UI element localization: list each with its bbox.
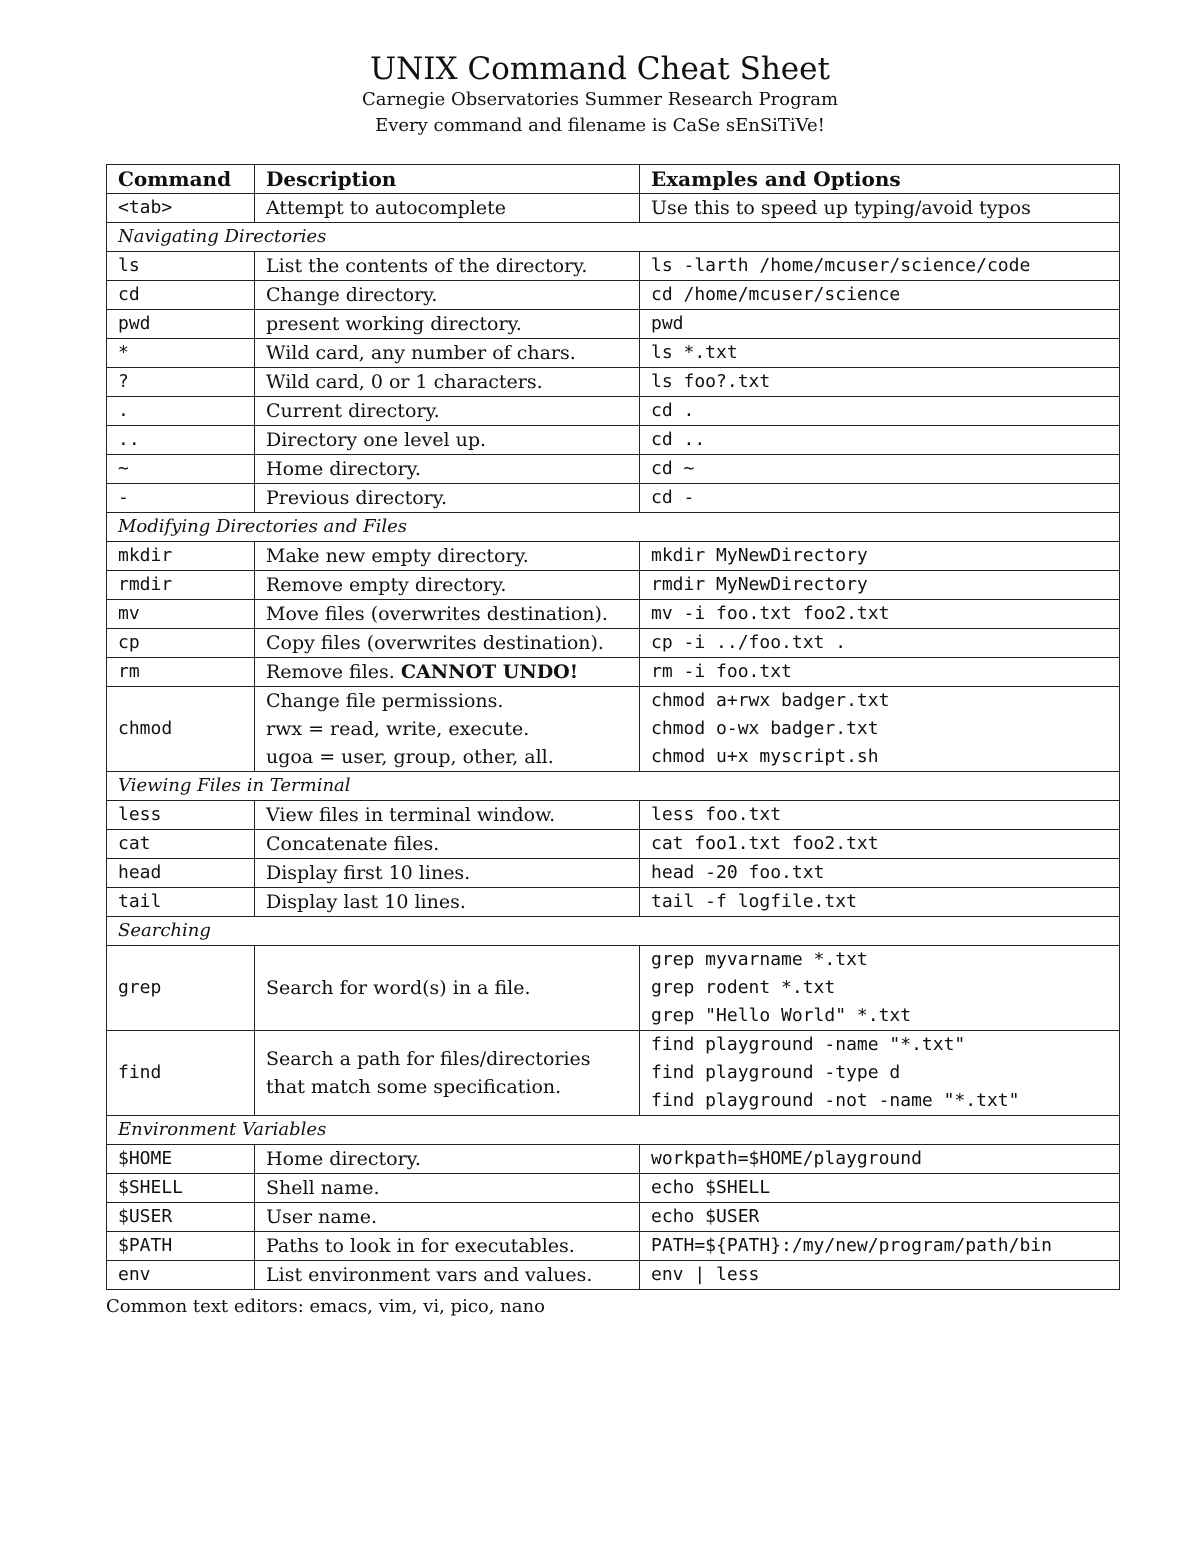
example-cell (640, 946, 1120, 1031)
description-cell: List environment vars and values. (255, 1261, 640, 1290)
command-cell: .. (107, 426, 255, 455)
description-cell: present working directory. (255, 310, 640, 339)
table-row (107, 252, 1120, 281)
command-cell: grep (107, 946, 255, 1031)
command-cell: ~ (107, 455, 255, 484)
command-cell: $PATH (107, 1232, 255, 1261)
command-cell: $SHELL (107, 1174, 255, 1203)
table-row (107, 1145, 1120, 1174)
case-sensitivity-note: Every command and filename is CaSe sEnSiTiVe! (375, 115, 825, 136)
section-title: Modifying Directories and Files (107, 513, 1120, 542)
example-cell: tail -f logfile.txt (640, 888, 1120, 917)
example-line: find playground -type d (651, 1062, 901, 1083)
command-cell: * (107, 339, 255, 368)
command-cell: cd (107, 281, 255, 310)
example-line: chmod u+x myscript.sh (651, 746, 879, 767)
example-cell: ls -larth /home/mcuser/science/code (640, 252, 1120, 281)
table-row (107, 542, 1120, 571)
description-cell: Attempt to autocomplete (255, 194, 640, 223)
table-row (107, 397, 1120, 426)
example-cell: Use this to speed up typing/avoid typos (640, 194, 1120, 223)
table-row (107, 658, 1120, 687)
command-cell: mkdir (107, 542, 255, 571)
column-header-description: Description (255, 165, 640, 194)
example-cell: pwd (640, 310, 1120, 339)
example-cell: cd . (640, 397, 1120, 426)
description-cell: Wild card, any number of chars. (255, 339, 640, 368)
description-cell (255, 1031, 640, 1116)
section-title: Searching (107, 917, 1120, 946)
cannot-undo-warning: CANNOT UNDO! (400, 661, 579, 683)
description-cell (255, 687, 640, 772)
command-cell: $HOME (107, 1145, 255, 1174)
command-cell: . (107, 397, 255, 426)
command-cell: head (107, 859, 255, 888)
section-title: Viewing Files in Terminal (107, 772, 1120, 801)
table-row (107, 281, 1120, 310)
page-subtitle: Carnegie Observatories Summer Research Program (361, 89, 839, 110)
description-cell: Directory one level up. (255, 426, 640, 455)
description-line: ugoa = user, group, other, all. (266, 746, 554, 768)
table-header-row (107, 165, 1120, 194)
example-cell: ls *.txt (640, 339, 1120, 368)
command-cell: tail (107, 888, 255, 917)
description-cell: Display last 10 lines. (255, 888, 640, 917)
table-row (107, 1203, 1120, 1232)
command-cell: $USER (107, 1203, 255, 1232)
description-cell: Concatenate files. (255, 830, 640, 859)
table-row (107, 571, 1120, 600)
command-cell: env (107, 1261, 255, 1290)
command-cell: pwd (107, 310, 255, 339)
description-cell: Home directory. (255, 455, 640, 484)
description-line: rwx = read, write, execute. (266, 718, 530, 740)
section-viewing-files (107, 772, 1120, 801)
command-cell: chmod (107, 687, 255, 772)
description-cell: Remove empty directory. (255, 571, 640, 600)
command-cell: <tab> (107, 194, 255, 223)
command-cell: less (107, 801, 255, 830)
table-row (107, 830, 1120, 859)
command-cell: ? (107, 368, 255, 397)
command-cell: rm (107, 658, 255, 687)
example-cell (640, 687, 1120, 772)
table-row (107, 368, 1120, 397)
table-row (107, 310, 1120, 339)
description-cell: Current directory. (255, 397, 640, 426)
description-cell: Paths to look in for executables. (255, 1232, 640, 1261)
example-cell: mkdir MyNewDirectory (640, 542, 1120, 571)
example-cell: echo $SHELL (640, 1174, 1120, 1203)
example-cell: mv -i foo.txt foo2.txt (640, 600, 1120, 629)
example-line: grep myvarname *.txt (651, 949, 868, 970)
command-cell: find (107, 1031, 255, 1116)
example-cell (640, 1031, 1120, 1116)
example-cell: cp -i ../foo.txt . (640, 629, 1120, 658)
table-row (107, 629, 1120, 658)
command-cell: ls (107, 252, 255, 281)
description-cell: User name. (255, 1203, 640, 1232)
section-searching (107, 917, 1120, 946)
command-cell: rmdir (107, 571, 255, 600)
description-cell (255, 658, 640, 687)
example-line: grep "Hello World" *.txt (651, 1005, 912, 1026)
section-title: Navigating Directories (107, 223, 1120, 252)
example-cell: workpath=$HOME/playground (640, 1145, 1120, 1174)
description-cell: Home directory. (255, 1145, 640, 1174)
description-cell: List the contents of the directory. (255, 252, 640, 281)
command-table (106, 164, 1120, 1290)
example-cell: cd /home/mcuser/science (640, 281, 1120, 310)
column-header-examples: Examples and Options (640, 165, 1120, 194)
example-cell: rmdir MyNewDirectory (640, 571, 1120, 600)
example-cell: cd .. (640, 426, 1120, 455)
table-row (107, 801, 1120, 830)
description-cell: Copy files (overwrites destination). (255, 629, 640, 658)
section-navigating-directories (107, 223, 1120, 252)
example-cell: ls foo?.txt (640, 368, 1120, 397)
description-line: that match some specification. (266, 1076, 562, 1098)
text-editors-footer: Common text editors: emacs, vim, vi, pico, nano (106, 1296, 545, 1317)
description-line: Search a path for files/directories (266, 1048, 591, 1070)
description-cell: Search for word(s) in a file. (255, 946, 640, 1031)
table-row (107, 888, 1120, 917)
description-cell: Previous directory. (255, 484, 640, 513)
description-cell: Change directory. (255, 281, 640, 310)
table-row (107, 455, 1120, 484)
table-row (107, 946, 1120, 1031)
table-row (107, 859, 1120, 888)
table-row (107, 687, 1120, 772)
example-cell: PATH=${PATH}:/my/new/program/path/bin (640, 1232, 1120, 1261)
example-line: chmod o-wx badger.txt (651, 718, 879, 739)
table-row (107, 484, 1120, 513)
example-line: chmod a+rwx badger.txt (651, 690, 890, 711)
example-cell: less foo.txt (640, 801, 1120, 830)
section-environment-variables (107, 1116, 1120, 1145)
table-row (107, 194, 1120, 223)
description-line: Change file permissions. (266, 690, 504, 712)
table-row (107, 600, 1120, 629)
table-row (107, 1031, 1120, 1116)
column-header-command: Command (107, 165, 255, 194)
command-cell: - (107, 484, 255, 513)
example-cell: env | less (640, 1261, 1120, 1290)
example-line: find playground -name "*.txt" (651, 1034, 966, 1055)
description-cell: Shell name. (255, 1174, 640, 1203)
description-cell: View files in terminal window. (255, 801, 640, 830)
command-cell: mv (107, 600, 255, 629)
example-cell: cat foo1.txt foo2.txt (640, 830, 1120, 859)
command-cell: cp (107, 629, 255, 658)
example-cell: echo $USER (640, 1203, 1120, 1232)
table-row (107, 1174, 1120, 1203)
section-modifying-directories-and-files (107, 513, 1120, 542)
example-cell: rm -i foo.txt (640, 658, 1120, 687)
page-title: UNIX Command Cheat Sheet (370, 51, 830, 87)
description-text: Remove files. (266, 661, 395, 683)
table-row (107, 1261, 1120, 1290)
example-line: grep rodent *.txt (651, 977, 836, 998)
example-line: find playground -not -name "*.txt" (651, 1090, 1020, 1111)
description-cell: Wild card, 0 or 1 characters. (255, 368, 640, 397)
table-row (107, 1232, 1120, 1261)
example-cell: head -20 foo.txt (640, 859, 1120, 888)
description-cell: Make new empty directory. (255, 542, 640, 571)
example-cell: cd ~ (640, 455, 1120, 484)
table-row (107, 339, 1120, 368)
description-cell: Display first 10 lines. (255, 859, 640, 888)
section-title: Environment Variables (107, 1116, 1120, 1145)
example-cell: cd - (640, 484, 1120, 513)
description-cell: Move files (overwrites destination). (255, 600, 640, 629)
command-cell: cat (107, 830, 255, 859)
table-row (107, 426, 1120, 455)
